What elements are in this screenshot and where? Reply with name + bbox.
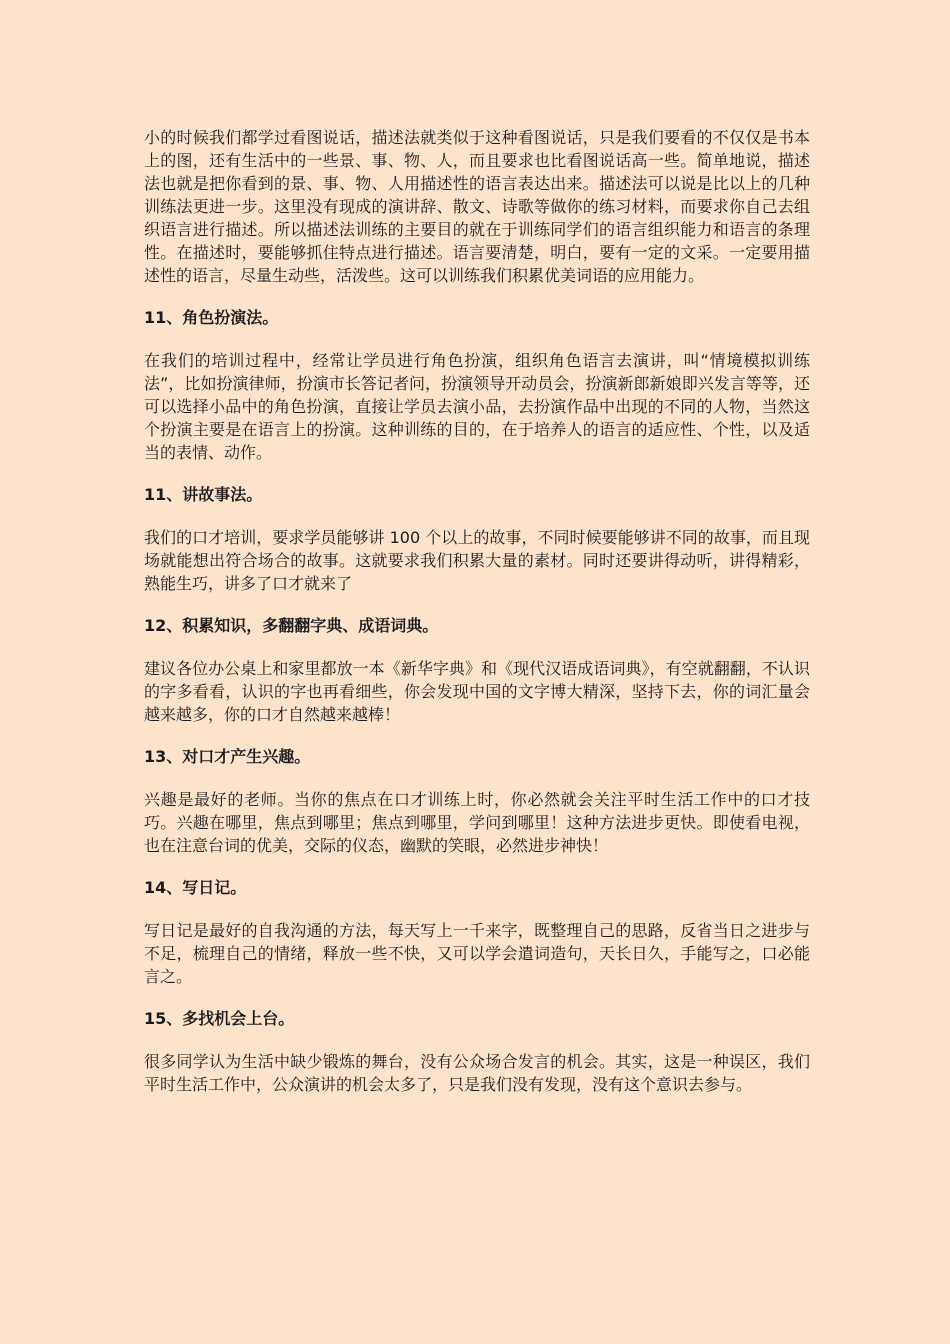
heading-role-play: 11、角色扮演法。 xyxy=(144,308,279,327)
paragraph-interest: 兴趣是最好的老师。当你的焦点在口才训练上时，你必然就会关注平时生活工作中的口才技巧。兴趣在哪里，焦点到哪里；焦点到哪里，学问到哪里！这种方法进步更快。即使看电视，也在注意台词的优美，交际的仪态，幽默的笑眼，必然进步神快！ xyxy=(144,790,810,855)
paragraph-storytelling: 我们的口才培训，要求学员能够讲 100 个以上的故事，不同时候要能够讲不同的故事，而且现场就能想出符合场合的故事。这就要求我们积累大量的素材。同时还要讲得动听，讲得精彩，熟能生巧，讲多了口才就来了 xyxy=(144,528,810,593)
paragraph-stage-opportunity: 很多同学认为生活中缺少锻炼的舞台，没有公众场合发言的机会。其实，这是一种误区，我们平时生活工作中，公众演讲的机会太多了，只是我们没有发现，没有这个意识去参与。 xyxy=(144,1052,810,1094)
heading-storytelling: 11、讲故事法。 xyxy=(144,485,263,504)
heading-interest: 13、对口才产生兴趣。 xyxy=(144,747,311,766)
heading-stage-opportunity: 15、多找机会上台。 xyxy=(144,1009,295,1028)
paragraph-accumulate-knowledge: 建议各位办公桌上和家里都放一本《新华字典》和《现代汉语成语词典》，有空就翻翻，不认识的字多看看，认识的字也再看细些，你会发现中国的文字博大精深，坚持下去，你的词汇量会越来越多，你的口才自然越来越棒！ xyxy=(144,659,810,724)
heading-diary: 14、写日记。 xyxy=(144,878,247,897)
paragraph-role-play: 在我们的培训过程中，经常让学员进行角色扮演，组织角色语言去演讲，叫“情境模拟训练法”，比如扮演律师，扮演市长答记者问，扮演领导开动员会，扮演新郎新娘即兴发言等等，还可以选择小品中的角色扮演，直接让学员去演小品，去扮演作品中出现的不同的人物，当然这个扮演主要是在语言上的扮演。这种训练的目的，在于培养人的语言的适应性、个性，以及适当的表情、动作。 xyxy=(144,351,810,462)
paragraph-diary: 写日记是最好的自我沟通的方法，每天写上一千来字，既整理自己的思路，反省当日之进步与不足，梳理自己的情绪，释放一些不快，又可以学会遣词造句，天长日久，手能写之，口必能言之。 xyxy=(144,921,810,986)
heading-accumulate-knowledge: 12、积累知识，多翻翻字典、成语词典。 xyxy=(144,616,439,635)
paragraph-describe-method: 小的时候我们都学过看图说话，描述法就类似于这种看图说话，只是我们要看的不仅仅是书本上的图，还有生活中的一些景、事、物、人，而且要求也比看图说话高一些。简单地说，描述法也就是把你看到的景、事、物、人用描述性的语言表达出来。描述法可以说是比以上的几种训练法更进一步。这里没有现成的演讲辞、散文、诗歌等做你的练习材料，而要求你自己去组织语言进行描述。所以描述法训练的主要目的就在于训练同学们的语言组织能力和语言的条理性。在描述时，要能够抓住特点进行描述。语言要清楚，明白，要有一定的文采。一定要用描述性的语言，尽量生动些，活泼些。这可以训练我们积累优美词语的应用能力。 xyxy=(144,128,810,285)
